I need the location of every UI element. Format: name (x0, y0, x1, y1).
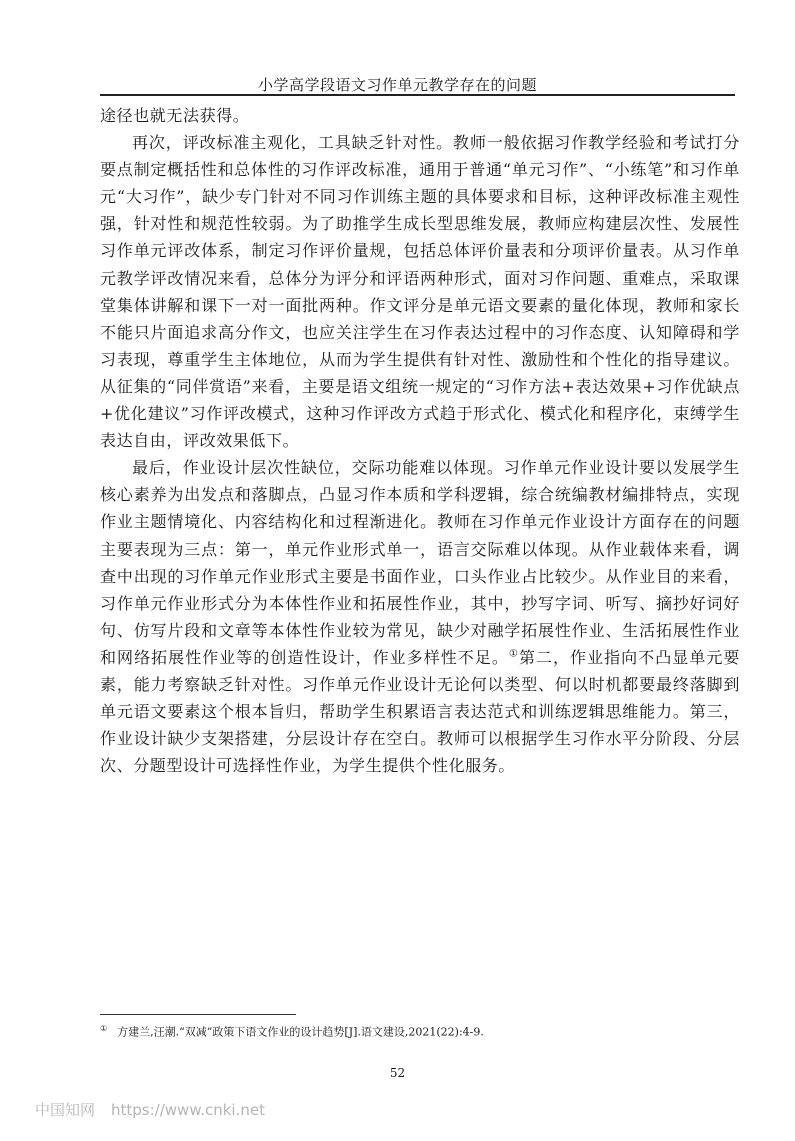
watermark-brand: 中国知网 (35, 1101, 96, 1119)
footnote-mark: ① (100, 1024, 108, 1033)
paragraph-homework-design-part-1: 最后，作业设计层次性缺位，交际功能难以体现。习作单元作业设计要以发展学生核心素养为出发点和落脚点，凸显习作本质和学科逻辑，综合统编教材编排特点，实现作业主题情境化、内容结构化和过程渐进化。教师在习作单元作业设计方面存在的问题主要表现为三点：第一，单元作业形式单一，语言交际难以体现。从作业载体来看，调查中出现的习作单元作业形式主要是书面作业，口头作业占比较少。从作业目的来看，习作单元作业形式分为本体性作业和拓展性作业，其中，抄写字词、听写、摘抄好词好句、仿写片段和文章等本体性作业较为常见，缺少对融学拓展性作业、生活拓展性作业和网络拓展性作业等的创造性设计，作业多样性不足。 (100, 458, 740, 667)
main-body (100, 102, 740, 779)
paragraph-continuation: 途径也就无法获得。 (100, 106, 250, 125)
running-header-title: 小学高学段语文习作单元教学存在的问题 (257, 76, 537, 94)
footnote (100, 1021, 484, 1041)
footnote-text: 方建兰,汪潮.“双减”政策下语文作业的设计趋势[J].语文建设,2021(22):4-9. (117, 1025, 484, 1039)
watermark-url[interactable]: https://www.cnki.net (111, 1101, 265, 1119)
paragraph-homework-design-part-2: 第二，作业指向不凸显单元要素，能力考察缺乏针对性。习作单元作业设计无论何以类型、何以时机都要最终落脚到单元语文要素这个根本旨归，帮助学生积累语言表达范式和训练逻辑思维能力。第三，作业设计缺少支架搭建，分层设计存在空白。教师可以根据学生习作水平分阶段、分层次、分题型设计可选择性作业，为学生提供个性化服务。 (100, 647, 740, 776)
page-number: 52 (389, 1066, 406, 1080)
paragraph-homework-design (100, 454, 740, 779)
footnote-rule (100, 1014, 296, 1015)
footnote-reference[interactable]: ① (508, 648, 519, 660)
watermark (35, 1099, 265, 1120)
header-rule (100, 94, 735, 96)
paragraph-evaluation-standards: 再次，评改标准主观化，工具缺乏针对性。教师一般依据习作教学经验和考试打分要点制定概括性和总体性的习作评改标准，通用于普通“单元习作”、“小练笔”和习作单元“大习作”，缺少专门针对不同习作训练主题的具体要求和目标，这种评改标准主观性强，针对性和规范性较弱。为了助推学生成长型思维发展，教师应构建层次性、发展性习作单元评改体系，制定习作评价量规，包括总体评价量表和分项评价量表。从习作单元教学评改情况来看，总体分为评分和评语两种形式，面对习作问题、重难点，采取课堂集体讲解和课下一对一面批两种。作文评分是单元语文要素的量化体现，教师和家长不能只片面追求高分作文，也应关注学生在习作表达过程中的习作态度、认知障碍和学习表现，尊重学生主体地位，从而为学生提供有针对性、激励性和个性化的指导建议。从征集的“同伴赏语”来看，主要是语文组统一规定的“习作方法+表达效果+习作优缺点+优化建议”习作评改模式，这种习作评改方式趋于形式化、模式化和程序化，束缚学生表达自由，评改效果低下。 (100, 133, 740, 451)
